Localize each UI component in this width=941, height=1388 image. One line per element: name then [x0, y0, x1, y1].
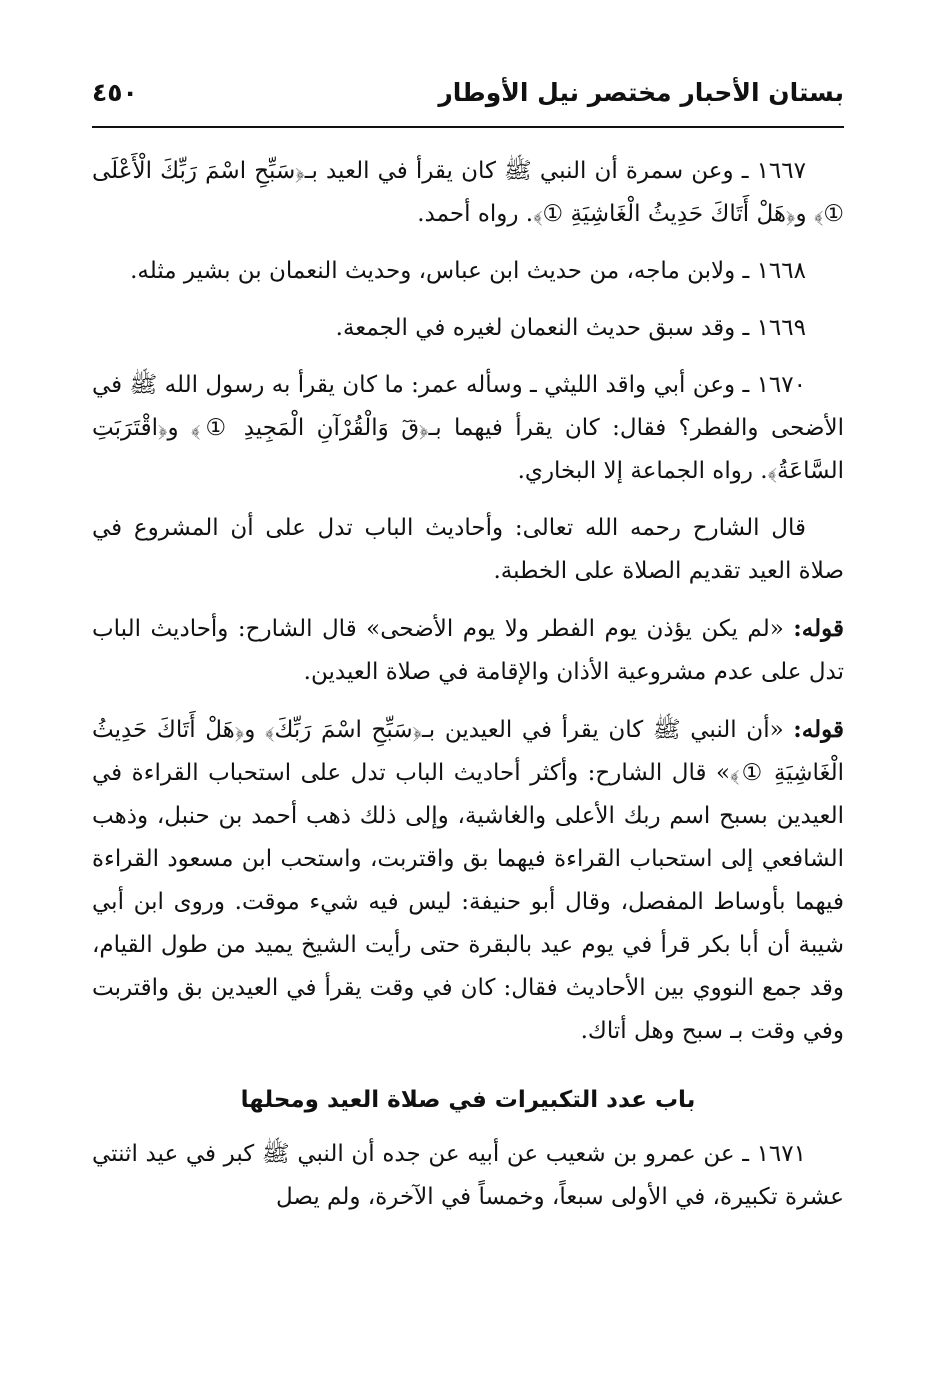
hadith-1667-text: ١٦٦٧ ـ وعن سمرة أن النبي ﷺ كان يقرأ في العيد بـ﴿سَبِّحِ اسْمَ رَبِّكَ الْأَعْلَى ①﴾ و﴿هَلْ أَتَاكَ حَدِيثُ الْغَاشِيَةِ ①﴾. رواه أحمد.: [92, 158, 844, 227]
commentary-adhan-lead: قوله:: [793, 615, 844, 642]
commentary-recitation: [92, 708, 844, 1053]
commentary-intro-text: قال الشارح رحمه الله تعالى: وأحاديث الباب تدل على أن المشروع في صلاة العيد تقديم الصلاة على الخطبة.: [92, 515, 844, 584]
page-header: [92, 78, 844, 128]
hadith-1668: [92, 250, 844, 293]
hadith-1671-text: ١٦٧١ ـ عن عمرو بن شعيب عن أبيه عن جده أن النبي ﷺ كبر في عيد اثنتي عشرة تكبيرة، في الأولى سبعاً، وخمساً في الآخرة، ولم يصل: [92, 1141, 844, 1210]
hadith-1669-text: ١٦٦٩ ـ وقد سبق حديث النعمان لغيره في الجمعة.: [335, 315, 806, 341]
hadith-1669: [92, 307, 844, 350]
hadith-1670: [92, 364, 844, 493]
hadith-1668-text: ١٦٦٨ ـ ولابن ماجه، من حديث ابن عباس، وحديث النعمان بن بشير مثله.: [130, 258, 806, 284]
commentary-adhan-text: «لم يكن يؤذن يوم الفطر ولا يوم الأضحى» قال الشارح: وأحاديث الباب تدل على عدم مشروعية الأذان والإقامة في صلاة العيدين.: [92, 616, 844, 685]
hadith-1671: [92, 1133, 844, 1219]
hadith-1670-text: ١٦٧٠ ـ وعن أبي واقد الليثي ـ وسأله عمر: ما كان يقرأ به رسول الله ﷺ في الأضحى والفطر؟ فقال: كان يقرأ فيهما بـ﴿قٓ وَالْقُرْآنِ الْمَجِيدِ ①﴾ و﴿اقْتَرَبَتِ السَّاعَةُ﴾. رواه الجماعة إلا البخاري.: [92, 372, 844, 484]
commentary-adhan: [92, 607, 844, 694]
page-number: ٤٥٠: [92, 78, 138, 107]
commentary-recitation-lead: قوله:: [793, 716, 844, 743]
commentary-recitation-text: «أن النبي ﷺ كان يقرأ في العيدين بـ﴿سَبِّحِ اسْمَ رَبِّكَ﴾ و﴿هَلْ أَتَاكَ حَدِيثُ الْغَاشِيَةِ ①﴾» قال الشارح: وأكثر أحاديث الباب تدل على استحباب القراءة في العيدين بسبح اسم ربك الأعلى والغاشية، وإلى ذلك ذهب أحمد بن حنبل، وذهب الشافعي إلى استحباب القراءة فيهما بق واقتربت، واستحب ابن مسعود القراءة فيهما بأوساط المفصل، وقال أبو حنيفة: ليس فيه شيء موقت. وروى ابن أبي شيبة أن أبا بكر قرأ في يوم عيد بالبقرة حتى رأيت الشيخ يميد من طول القيام، وقد جمع النووي بين الأحاديث فقال: كان في وقت يقرأ في العيدين بق واقتربت وفي وقت بـ سبح وهل أتاك.: [92, 717, 844, 1044]
hadith-1667: [92, 150, 844, 236]
commentary-intro: [92, 507, 844, 593]
book-page: [92, 78, 844, 1233]
section-title: باب عدد التكبيرات في صلاة العيد ومحلها: [240, 1087, 696, 1113]
running-title: بستان الأحبار مختصر نيل الأوطار: [438, 78, 844, 107]
